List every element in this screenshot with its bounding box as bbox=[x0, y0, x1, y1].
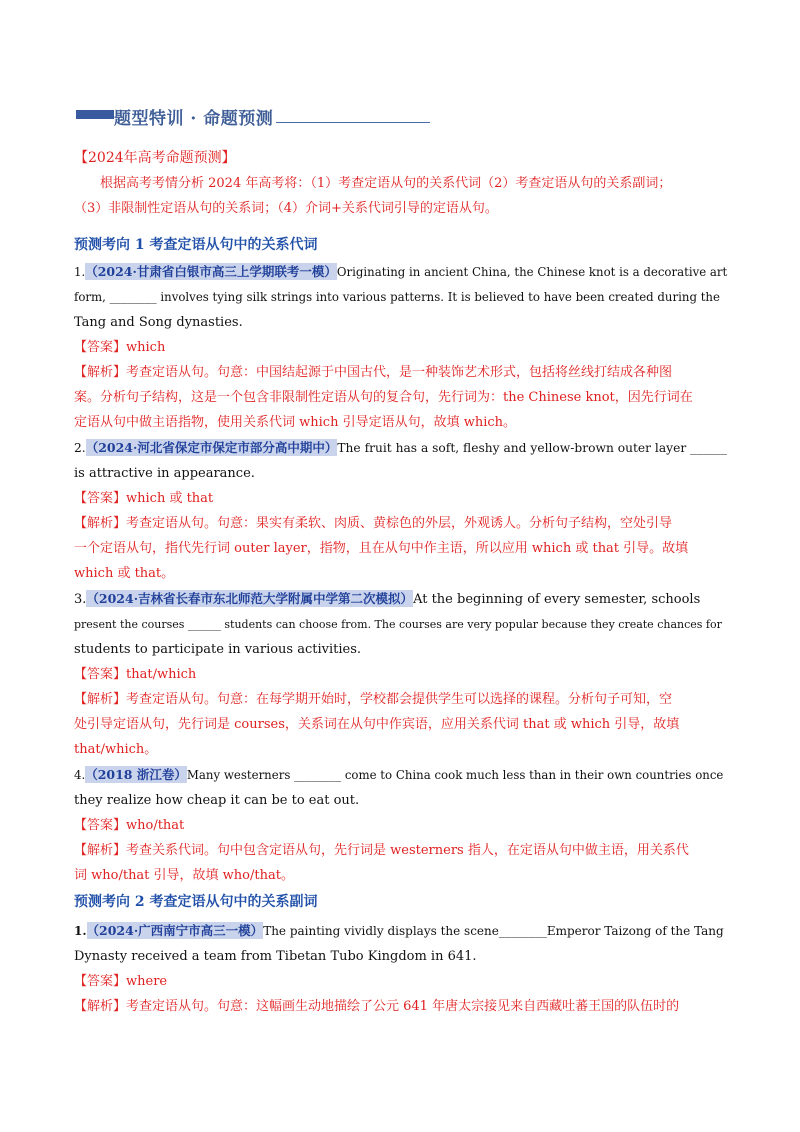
answer: 【答案】that/which bbox=[74, 667, 197, 682]
prediction-block bbox=[74, 146, 730, 221]
question-text-line: present the courses ______ students can choose from. The courses are very popular because they create chances for bbox=[74, 618, 722, 631]
question-source: （2024·河北省保定市保定市部分高中期中） bbox=[85, 440, 338, 455]
question-number: 2. bbox=[74, 441, 86, 455]
question-2 bbox=[74, 435, 730, 586]
question-text-line: Originating in ancient China, the Chinese knot is a decorative art bbox=[336, 265, 728, 279]
section-title-1: 预测考向 1 考查定语从句中的关系代词 bbox=[74, 237, 318, 253]
header-block-decoration bbox=[76, 110, 114, 119]
question-text-line: Dynasty received a team from Tibetan Tubo Kingdom in 641. bbox=[74, 949, 477, 964]
section-header bbox=[76, 104, 430, 129]
question-text-line: is attractive in appearance. bbox=[74, 466, 255, 481]
analysis-line: that/which。 bbox=[74, 742, 158, 757]
question-text-line: students to participate in various activities. bbox=[74, 642, 362, 657]
analysis-line: 定语从句中做主语指物，使用关系代词 which 引导定语从句，故填 which。 bbox=[74, 415, 517, 430]
prediction-intro-line2: （3）非限制性定语从句的关系词；（4）介词+关系代词引导的定语从句。 bbox=[74, 201, 498, 216]
analysis-line: 词 who/that 引导，故填 who/that。 bbox=[74, 868, 294, 883]
analysis-line: 一个定语从句，指代先行词 outer layer，指物，且在从句中作主语，所以应用 which 或 that 引导。故填 bbox=[74, 541, 689, 556]
answer: 【答案】which 或 that bbox=[74, 491, 214, 506]
question-text-line: Many westerners ________ come to China cook much less than in their own countries once bbox=[186, 768, 724, 782]
question-text-line: they realize how cheap it can be to eat out. bbox=[74, 793, 360, 808]
question-4 bbox=[74, 762, 730, 888]
question-number: 1. bbox=[74, 265, 86, 279]
question-1 bbox=[74, 259, 730, 435]
analysis-line: 案。分析句子结构，这是一个包含非限制性定语从句的复合句，先行词为：the Chinese knot，因先行词在 bbox=[74, 390, 693, 405]
analysis-line: 处引导定语从句，先行词是 courses，关系词在从句中作宾语，应用关系代词 that 或 which 引导，故填 bbox=[74, 717, 680, 732]
analysis-line: which 或 that。 bbox=[74, 566, 175, 581]
analysis-line: 【解析】考查定语从句。句意：这幅画生动地描绘了公元 641 年唐太宗接见来自西藏吐蕃王国的队伍时的 bbox=[74, 999, 680, 1014]
question-source: （2018 浙江卷） bbox=[85, 767, 187, 782]
question-number: 1. bbox=[74, 924, 87, 938]
question-number: 4. bbox=[74, 768, 86, 782]
question-text-line: At the beginning of every semester, schools bbox=[413, 592, 701, 607]
question-3 bbox=[74, 586, 730, 762]
answer: 【答案】who/that bbox=[74, 818, 185, 833]
header-underline bbox=[276, 122, 430, 123]
section-title-2: 预测考向 2 考查定语从句中的关系副词 bbox=[74, 894, 318, 910]
header-title: 题型特训 · 命题预测 bbox=[114, 109, 274, 129]
question-source: （2024·甘肃省白银市高三上学期联考一模） bbox=[85, 264, 337, 279]
question-text-line: The painting vividly displays the scene________Emperor Taizong of the Tang bbox=[263, 924, 724, 938]
prediction-intro-line1: 根据高考考情分析 2024 年高考将：（1）考查定语从句的关系代词（2）考查定语从句的关系副词； bbox=[100, 176, 672, 191]
analysis-line: 【解析】考查定语从句。句意：在每学期开始时，学校都会提供学生可以选择的课程。分析句子可知，空 bbox=[74, 692, 673, 707]
question-source: （2024·广西南宁市高三一模） bbox=[86, 923, 264, 938]
answer: 【答案】where bbox=[74, 974, 168, 989]
question-5 bbox=[74, 918, 730, 1019]
question-text-line: form, ________ involves tying silk strings into various patterns. It is believed to have been created during the bbox=[74, 290, 720, 304]
prediction-heading: 【2024年高考命题预测】 bbox=[74, 150, 236, 166]
answer: 【答案】which bbox=[74, 340, 166, 355]
analysis-line: 【解析】考查定语从句。句意：果实有柔软、肉质、黄棕色的外层，外观诱人。分析句子结构，空处引导 bbox=[74, 516, 673, 531]
question-text-line: Tang and Song dynasties. bbox=[74, 315, 243, 330]
analysis-line: 【解析】考查关系代词。句中包含定语从句，先行词是 westerners 指人，在定语从句中做主语，用关系代 bbox=[74, 843, 689, 858]
question-source: （2024·吉林省长春市东北师范大学附属中学第二次模拟） bbox=[86, 591, 414, 606]
question-number: 3. bbox=[74, 592, 87, 607]
question-text-line: The fruit has a soft, fleshy and yellow-brown outer layer ______ bbox=[337, 441, 727, 455]
analysis-line: 【解析】考查定语从句。句意：中国结起源于中国古代，是一种装饰艺术形式，包括将丝线打结成各种图 bbox=[74, 365, 673, 380]
